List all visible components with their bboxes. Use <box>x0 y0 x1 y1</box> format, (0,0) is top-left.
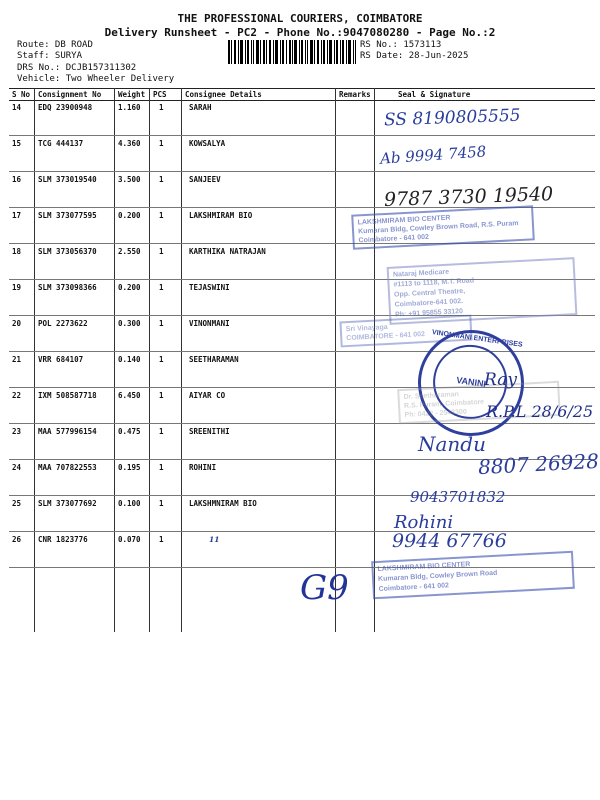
cell-sno: 21 <box>12 355 22 364</box>
cell-pcs: 1 <box>159 499 164 508</box>
cell-weight: 2.550 <box>118 247 141 256</box>
cell-consignee: KOWSALYA <box>189 139 226 148</box>
cell-consignment: TCG 444137 <box>38 139 84 148</box>
cell-consignee: 11 <box>209 535 220 544</box>
cell-sno: 23 <box>12 427 22 436</box>
cell-sno: 20 <box>12 319 22 328</box>
cell-pcs: 1 <box>159 463 164 472</box>
cell-pcs: 1 <box>159 355 164 364</box>
cell-weight: 6.450 <box>118 391 141 400</box>
table-row <box>9 495 595 532</box>
signature-row-22-name: Nandu <box>418 432 486 456</box>
cell-weight: 0.100 <box>118 499 141 508</box>
cell-consignee: SEETHARAMAN <box>189 355 239 364</box>
signature-row-24-phone: 9944 67766 <box>392 530 507 552</box>
stamp-small: Sri Vinayaga COIMBATORE - 641 002 <box>339 315 472 348</box>
cell-sno: 15 <box>12 139 22 148</box>
cell-pcs: 1 <box>159 391 164 400</box>
cell-sno: 18 <box>12 247 22 256</box>
stamp-nataraj: Nataraj Medicare #1113 to 1118, M.T. Road Opp. Central Theatre, Coimbatore-641 002. Ph: +91 95855 33120 <box>387 257 578 325</box>
signature-row-22-phone: 8807 26928 <box>477 448 600 480</box>
cell-consignee: TEJASWINI <box>189 283 230 292</box>
cell-weight: 0.070 <box>118 535 141 544</box>
col-consignment: Consignment No <box>38 90 102 99</box>
signature-row-24-name: Rohini <box>394 512 454 533</box>
route-label: Route: DB ROAD <box>17 40 93 50</box>
col-remarks: Remarks <box>339 90 371 99</box>
cell-sno: 19 <box>12 283 22 292</box>
cell-weight: 4.360 <box>118 139 141 148</box>
cell-pcs: 1 <box>159 247 164 256</box>
cell-weight: 0.140 <box>118 355 141 364</box>
cell-weight: 1.160 <box>118 103 141 112</box>
cell-consignee: SREENITHI <box>189 427 230 436</box>
rs-number: RS No.: 1573113 <box>360 40 442 50</box>
cell-pcs: 1 <box>159 211 164 220</box>
signature-row-16: 9787 3730 19540 <box>383 183 554 211</box>
signature-row-23: 9043701832 <box>410 488 506 506</box>
cell-sno: 16 <box>12 175 22 184</box>
page-title: THE PROFESSIONAL COURIERS, COIMBATORE <box>177 12 423 25</box>
cell-consignment: MAA 577996154 <box>38 427 97 436</box>
cell-sno: 14 <box>12 103 22 112</box>
rs-date: RS Date: 28-Jun-2025 <box>360 51 469 61</box>
cell-consignment: SLM 373056370 <box>38 247 97 256</box>
cell-consignment: EDQ 23900948 <box>38 103 93 112</box>
cell-consignee: LAKSHMIRAM BIO <box>189 211 253 220</box>
signature-row-25: G9 <box>300 568 349 608</box>
cell-weight: 0.195 <box>118 463 141 472</box>
cell-consignment: MAA 707822553 <box>38 463 97 472</box>
cell-pcs: 1 <box>159 427 164 436</box>
cell-weight: 0.300 <box>118 319 141 328</box>
signature-row-14: SS 8190805555 <box>383 105 521 131</box>
col-weight: Weight <box>118 90 146 99</box>
stamp-vinonmani-center: VANINI <box>455 374 487 390</box>
cell-pcs: 1 <box>159 139 164 148</box>
cell-consignment: VRR 684107 <box>38 355 84 364</box>
cell-weight: 3.500 <box>118 175 141 184</box>
stamp-lakshmiram: LAKSHMIRAM BIO CENTER Kumaran Bldg, Cowley Brown Road, R.S. Puram Coimbatore - 641 002 <box>351 205 535 249</box>
cell-sno: 26 <box>12 535 22 544</box>
cell-consignment: IXM 508587718 <box>38 391 97 400</box>
stamp-vinonmani-ring: VINONMANI ENTERPRISES <box>431 329 523 349</box>
cell-consignee: VINONMANI <box>189 319 230 328</box>
cell-weight: 0.475 <box>118 427 141 436</box>
table-row <box>9 135 595 172</box>
col-sno: S No <box>12 90 31 99</box>
staff-label: Staff: SURYA <box>17 51 83 61</box>
cell-consignee: ROHINI <box>189 463 217 472</box>
col-seal-signature: Seal & Signature <box>398 90 471 99</box>
cell-consignment: SLM 373077595 <box>38 211 97 220</box>
signature-row-21: Ray <box>484 370 517 390</box>
cell-consignment: SLM 373077692 <box>38 499 97 508</box>
cell-weight: 0.200 <box>118 283 141 292</box>
cell-pcs: 1 <box>159 283 164 292</box>
cell-pcs: 1 <box>159 175 164 184</box>
cell-sno: 22 <box>12 391 22 400</box>
cell-consignment: SLM 373098366 <box>38 283 97 292</box>
cell-pcs: 1 <box>159 103 164 112</box>
cell-consignee: SARAH <box>189 103 212 112</box>
cell-consignee: KARTHIKA NATRAJAN <box>189 247 266 256</box>
signature-row-21b: R.P.L 28/6/25 <box>486 402 594 421</box>
col-consignee: Consignee Details <box>185 90 262 99</box>
cell-consignee: SANJEEV <box>189 175 221 184</box>
cell-weight: 0.200 <box>118 211 141 220</box>
barcode <box>228 40 356 64</box>
cell-consignment: POL 2273622 <box>38 319 88 328</box>
cell-sno: 24 <box>12 463 22 472</box>
cell-consignee: AIYAR CO <box>189 391 226 400</box>
drs-number: DRS No.: DCJB157311302 <box>17 63 137 73</box>
stamp-seetharaman: Dr. Seetharaman R.S. Puram, Coimbatore Ph: 0422 - 2543300 <box>397 381 561 424</box>
vehicle-label: Vehicle: Two Wheeler Delivery <box>17 74 175 84</box>
cell-pcs: 1 <box>159 535 164 544</box>
runsheet-subtitle: Delivery Runsheet - PC2 - Phone No.:9047080280 - Page No.:2 <box>104 26 496 39</box>
cell-sno: 25 <box>12 499 22 508</box>
cell-consignee: LAKSHMNIRAM BIO <box>189 499 257 508</box>
cell-consignment: SLM 373019540 <box>38 175 97 184</box>
col-pcs: PCS <box>153 90 167 99</box>
signature-row-15: Ab 9994 7458 <box>379 142 487 168</box>
cell-sno: 17 <box>12 211 22 220</box>
cell-pcs: 1 <box>159 319 164 328</box>
cell-consignment: CNR 1823776 <box>38 535 88 544</box>
stamp-lakshmiram-2: LAKSHMIRAM BIO CENTER Kumaran Bldg, Cowley Brown Road Coimbatore - 641 002 <box>371 551 575 600</box>
